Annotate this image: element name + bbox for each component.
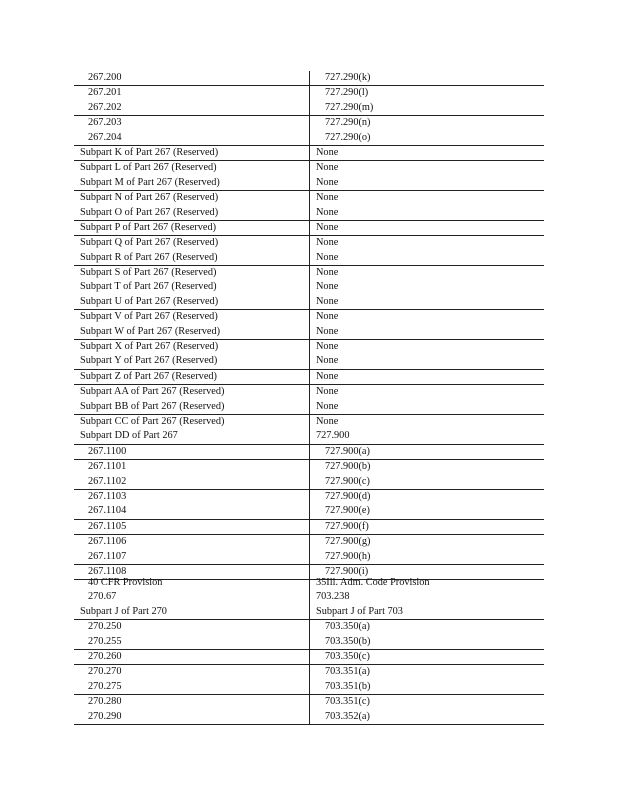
- state-provision-cell: None: [309, 206, 544, 220]
- row-group: [74, 576, 544, 620]
- federal-provision-cell: 270.255: [88, 635, 122, 647]
- federal-provision-cell: Subpart V of Part 267 (Reserved): [80, 311, 218, 323]
- state-provision-cell: 703.350(c): [309, 650, 544, 664]
- state-provision-cell: 727.290(m): [309, 101, 544, 115]
- table-row: [74, 490, 544, 504]
- row-group: [74, 310, 544, 340]
- table-row: [74, 71, 544, 85]
- table-row: [74, 251, 544, 265]
- federal-provision-cell: Subpart CC of Part 267 (Reserved): [80, 415, 225, 427]
- state-provision-cell: None: [309, 176, 544, 190]
- row-group: [74, 161, 544, 191]
- state-provision-cell: 727.900(e): [309, 504, 544, 518]
- federal-provision-cell: 267.202: [88, 101, 122, 113]
- federal-provision-cell: Subpart Y of Part 267 (Reserved): [80, 355, 218, 367]
- state-provision-cell: 703.352(a): [309, 710, 544, 724]
- table-row: [74, 295, 544, 309]
- state-provision-cell: None: [309, 325, 544, 339]
- state-provision-cell: 727.900(c): [309, 475, 544, 489]
- state-provision-cell: None: [309, 146, 544, 160]
- row-group: [74, 370, 544, 385]
- state-provision-cell: 727.900(h): [309, 550, 544, 564]
- state-provision-cell: None: [309, 221, 544, 235]
- table-row: [74, 680, 544, 694]
- table-row: [74, 605, 544, 619]
- row-group: [74, 146, 544, 161]
- table-row: [74, 400, 544, 414]
- table-row: [74, 354, 544, 368]
- row-group: [74, 221, 544, 236]
- table-row: [74, 280, 544, 294]
- table-row: [74, 475, 544, 489]
- federal-provision-cell: 267.1103: [88, 490, 127, 502]
- state-provision-cell: 703.351(b): [309, 680, 544, 694]
- state-provision-cell: 703.238: [309, 590, 544, 604]
- state-provision-cell: None: [309, 340, 544, 354]
- federal-provision-cell: Subpart P of Part 267 (Reserved): [80, 221, 217, 233]
- table-row: [74, 576, 544, 590]
- table-row: [74, 415, 544, 429]
- state-provision-cell: 727.900: [309, 429, 544, 443]
- row-group: [74, 71, 544, 86]
- state-provision-cell: 727.290(n): [309, 116, 544, 130]
- row-group: [74, 116, 544, 146]
- federal-provision-cell: 270.275: [88, 680, 122, 692]
- state-provision-cell: 703.350(b): [309, 635, 544, 649]
- state-provision-cell: 703.351(c): [309, 695, 544, 709]
- federal-provision-cell: Subpart U of Part 267 (Reserved): [80, 295, 219, 307]
- federal-provision-cell: Subpart R of Part 267 (Reserved): [80, 251, 218, 263]
- table-row: [74, 236, 544, 250]
- state-provision-cell: 727.900(f): [309, 520, 544, 534]
- table-row: [74, 460, 544, 474]
- table-row: [74, 520, 544, 534]
- row-group: [74, 236, 544, 266]
- state-provision-cell: 727.290(o): [309, 131, 544, 145]
- table-row: [74, 116, 544, 130]
- federal-provision-cell: 267.1104: [88, 505, 127, 517]
- cross-reference-table-part-267: [74, 71, 544, 580]
- federal-provision-cell: Subpart W of Part 267 (Reserved): [80, 325, 221, 337]
- federal-provision-cell: 267.1108: [88, 565, 127, 577]
- federal-provision-cell: 267.200: [88, 72, 122, 83]
- federal-provision-cell: Subpart O of Part 267 (Reserved): [80, 206, 219, 218]
- state-provision-cell: 727.900(b): [309, 460, 544, 474]
- federal-provision-cell: Subpart X of Part 267 (Reserved): [80, 341, 219, 353]
- federal-provision-cell: 270.260: [88, 650, 122, 662]
- table-row: [74, 504, 544, 518]
- table-row: [74, 206, 544, 220]
- federal-provision-cell: 267.1107: [88, 550, 127, 562]
- federal-provision-cell: 267.1100: [88, 445, 127, 457]
- table-row: [74, 310, 544, 324]
- table-row: [74, 86, 544, 100]
- table-row: [74, 620, 544, 634]
- state-provision-cell: None: [309, 354, 544, 368]
- federal-provision-cell: Subpart Q of Part 267 (Reserved): [80, 237, 219, 249]
- federal-provision-cell: 267.1105: [88, 520, 127, 532]
- state-provision-cell: None: [309, 236, 544, 250]
- row-group: [74, 445, 544, 460]
- federal-provision-cell: 40 CFR Provision: [88, 577, 163, 588]
- table-row: [74, 325, 544, 339]
- table-row: [74, 161, 544, 175]
- row-group: [74, 191, 544, 221]
- row-group: [74, 415, 544, 445]
- state-provision-cell: 727.290(l): [309, 86, 544, 100]
- row-group: [74, 266, 544, 310]
- federal-provision-cell: 270.67: [88, 591, 117, 603]
- state-provision-cell: None: [309, 191, 544, 205]
- table-row: [74, 710, 544, 724]
- state-provision-cell: None: [309, 266, 544, 280]
- table-row: [74, 650, 544, 664]
- row-group: [74, 650, 544, 665]
- federal-provision-cell: Subpart N of Part 267 (Reserved): [80, 192, 219, 204]
- table-row: [74, 191, 544, 205]
- federal-provision-cell: 267.201: [88, 87, 122, 99]
- federal-provision-cell: 270.270: [88, 666, 122, 678]
- row-group: [74, 695, 544, 725]
- state-provision-cell: 727.900(a): [309, 445, 544, 459]
- row-group: [74, 520, 544, 535]
- row-group: [74, 385, 544, 415]
- table-row: [74, 590, 544, 604]
- federal-provision-cell: 267.1106: [88, 536, 127, 548]
- row-group: [74, 665, 544, 695]
- state-provision-cell: None: [309, 370, 544, 384]
- state-provision-cell: 703.351(a): [309, 665, 544, 679]
- row-group: [74, 340, 544, 370]
- state-provision-cell: 727.900(i): [309, 565, 544, 579]
- table-row: [74, 429, 544, 443]
- state-provision-cell: None: [309, 280, 544, 294]
- state-provision-cell: 727.900(g): [309, 535, 544, 549]
- table-row: [74, 665, 544, 679]
- table-row: [74, 146, 544, 160]
- table-row: [74, 101, 544, 115]
- federal-provision-cell: 267.203: [88, 117, 122, 129]
- table-row: [74, 131, 544, 145]
- federal-provision-cell: Subpart K of Part 267 (Reserved): [80, 146, 219, 158]
- federal-provision-cell: Subpart Z of Part 267 (Reserved): [80, 370, 217, 382]
- state-provision-cell: 35Ill. Adm. Code Provision: [309, 576, 544, 590]
- row-group: [74, 460, 544, 490]
- federal-provision-cell: 270.250: [88, 621, 122, 633]
- table-row: [74, 340, 544, 354]
- federal-provision-cell: 267.1101: [88, 461, 127, 473]
- table-row: [74, 535, 544, 549]
- row-group: [74, 86, 544, 116]
- state-provision-cell: Subpart J of Part 703: [309, 605, 544, 619]
- table-row: [74, 266, 544, 280]
- federal-provision-cell: Subpart BB of Part 267 (Reserved): [80, 400, 225, 412]
- federal-provision-cell: Subpart T of Part 267 (Reserved): [80, 281, 217, 293]
- federal-provision-cell: Subpart DD of Part 267: [80, 430, 178, 442]
- federal-provision-cell: Subpart M of Part 267 (Reserved): [80, 176, 220, 188]
- federal-provision-cell: Subpart S of Part 267 (Reserved): [80, 267, 217, 279]
- federal-provision-cell: Subpart J of Part 270: [80, 605, 167, 617]
- federal-provision-cell: Subpart AA of Part 267 (Reserved): [80, 386, 225, 398]
- table-row: [74, 445, 544, 459]
- state-provision-cell: None: [309, 385, 544, 399]
- row-group: [74, 490, 544, 520]
- state-provision-cell: 727.900(d): [309, 490, 544, 504]
- table-row: [74, 221, 544, 235]
- table-row: [74, 550, 544, 564]
- row-group: [74, 620, 544, 650]
- state-provision-cell: None: [309, 161, 544, 175]
- federal-provision-cell: 267.204: [88, 131, 122, 143]
- state-provision-cell: None: [309, 400, 544, 414]
- federal-provision-cell: 270.290: [88, 710, 122, 722]
- state-provision-cell: None: [309, 295, 544, 309]
- table-row: [74, 695, 544, 709]
- table-row: [74, 370, 544, 384]
- row-group: [74, 535, 544, 565]
- state-provision-cell: None: [309, 415, 544, 429]
- federal-provision-cell: 270.280: [88, 696, 122, 708]
- state-provision-cell: 727.290(k): [309, 71, 544, 85]
- state-provision-cell: 703.350(a): [309, 620, 544, 634]
- federal-provision-cell: Subpart L of Part 267 (Reserved): [80, 162, 217, 174]
- table-row: [74, 385, 544, 399]
- table-row: [74, 176, 544, 190]
- cross-reference-table-part-270: [74, 576, 544, 725]
- state-provision-cell: None: [309, 310, 544, 324]
- table-row: [74, 635, 544, 649]
- state-provision-cell: None: [309, 251, 544, 265]
- federal-provision-cell: 267.1102: [88, 475, 127, 487]
